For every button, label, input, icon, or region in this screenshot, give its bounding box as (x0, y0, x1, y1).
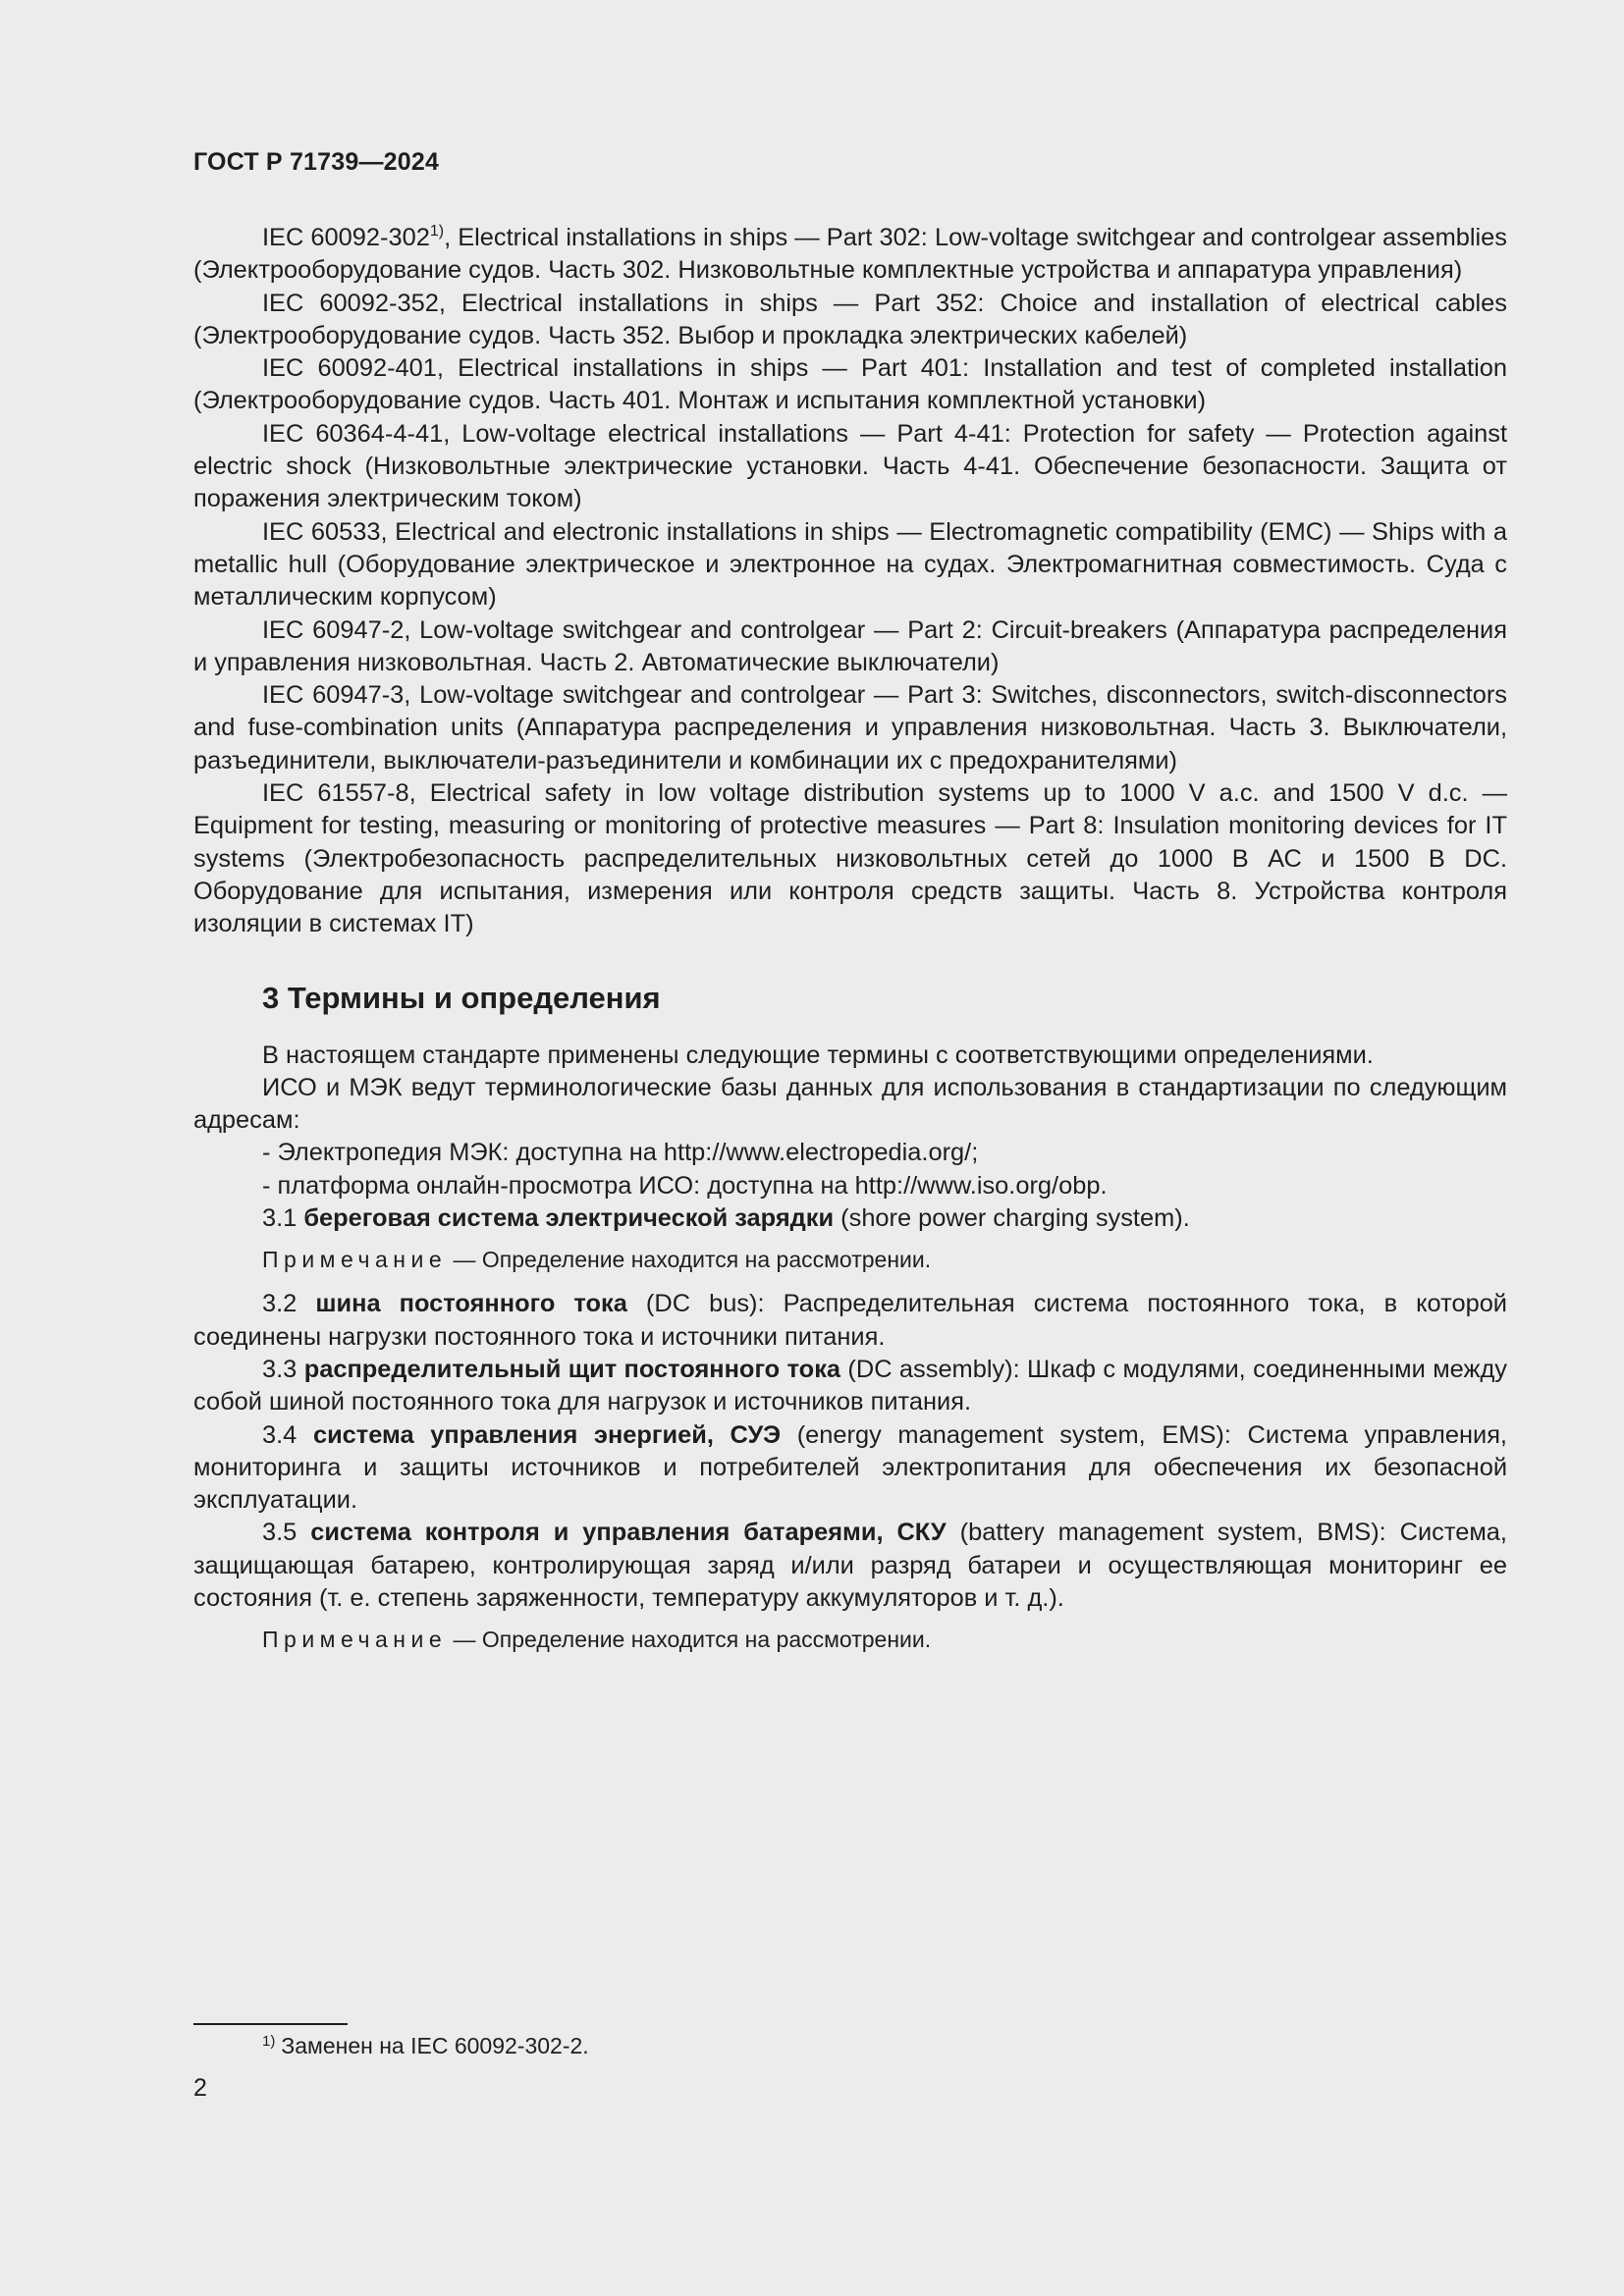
reference-text: , Low-voltage switchgear and controlgear — Part 3: Switches, disconnectors, switch-disconnectors and fuse-combination units (Аппаратура распределения и управления низковольтная. Часть 3. Выключатели, разъединители, выключатели-разъединители и комбинации их с предохранителями) (193, 681, 1507, 774)
reference-item (193, 516, 1507, 614)
section-heading: 3 Термины и определения (262, 980, 661, 1015)
note-label: Примечание (262, 1627, 448, 1653)
reference-code: IEC 61557-8 (262, 779, 409, 808)
note-text: — Определение находится на рассмотрении. (447, 1627, 932, 1653)
note-text: — Определение находится на рассмотрении. (447, 1247, 932, 1273)
term-number: 3.1 (262, 1204, 304, 1233)
term-definition: (DC assembly): Шкаф с модулями, соединенными между собой шиной постоянного тока для нагрузок и источников питания. (193, 1355, 1507, 1416)
page-number: 2 (193, 2074, 207, 2102)
term-entry (193, 1202, 1507, 1235)
reference-code: IEC 60092-352 (262, 289, 439, 317)
reference-text: , Electrical installations in ships — Part 352: Choice and installation of electrical cables (Электрооборудование судов. Часть 352. Выбор и прокладка электрических кабелей) (193, 289, 1507, 349)
note (262, 1245, 1507, 1274)
page-content (193, 222, 1507, 1668)
reference-text: , Low-voltage electrical installations — Part 4-41: Protection for safety — Protection against electric shock (Низковольтные электрические установки. Часть 4-41. Обеспечение безопасности. Защита от поражения электрическим током) (193, 419, 1508, 513)
reference-text: , Electrical safety in low voltage distribution systems up to 1000 V a.c. and 1500 V d.c. — Equipment for testing, measuring or monitoring of protective measures — Part 8: Insulation monitoring devices for IT systems (Электробезопасность распределительных низковольтных сетей до 1000 В АС и 1500 В DC. Оборудование для испытания, измерения или контроля средств защиты. Часть 8. Устройства контроля изоляции в системах IT) (193, 779, 1507, 938)
reference-code: IEC 60947-3 (262, 681, 405, 710)
term-number: 3.3 (262, 1355, 304, 1383)
footnote-mark: 1) (262, 2033, 276, 2050)
reference-code: IEC 60364-4-41 (262, 419, 444, 448)
term-name: система контроля и управления батареями, СКУ (310, 1519, 947, 1547)
term-definition: (battery management system, BMS): Система, защищающая батарею, контролирующая заряд и/или разряд батареи и осуществляющая мониторинг ее состояния (т. е. степень заряженности, температуру аккумуляторов и т. д.). (193, 1519, 1507, 1612)
term-name: система управления энергией, СУЭ (312, 1420, 782, 1449)
term-entry (193, 1517, 1507, 1615)
term-name: шина постоянного тока (315, 1290, 627, 1318)
footnote-separator (193, 2023, 348, 2025)
document-header: ГОСТ Р 71739—2024 (193, 148, 440, 176)
term-definition: (DC bus): Распределительная система постоянного тока, в которой соединены нагрузки постоянного тока и источники питания. (193, 1290, 1507, 1351)
reference-item (193, 352, 1507, 418)
note-label: Примечание (262, 1247, 448, 1273)
reference-item (193, 777, 1507, 940)
reference-code: IEC 60947-2 (262, 615, 405, 644)
reference-code: IEC 60092-302 (262, 224, 430, 251)
reference-text: , Electrical and electronic installations in ships — Electromagnetic compatibility (EMC) — Ships with a metallic hull (Оборудование электрическое и электронное на судах. Электромагнитная совместимость. Суда с металлическим корпусом) (193, 517, 1507, 612)
reference-text: , Low-voltage switchgear and controlgear — Part 2: Circuit-breakers (Аппаратура распределения и управления низковольтная. Часть 2. Автоматические выключатели) (193, 615, 1507, 676)
note (262, 1625, 1507, 1654)
term-definition: (energy management system, EMS): Система управления, мониторинга и защиты источников и потребителей электропитания для обеспечения их безопасной эксплуатации. (193, 1420, 1507, 1515)
reference-item (193, 288, 1507, 353)
term-name: береговая система электрической зарядки (303, 1204, 835, 1233)
term-number: 3.4 (262, 1420, 313, 1449)
term-entry (193, 1354, 1507, 1419)
footnote (262, 2031, 589, 2060)
reference-item (193, 222, 1507, 288)
term-number: 3.5 (262, 1519, 311, 1547)
reference-item (193, 614, 1507, 680)
reference-code: IEC 60533 (262, 517, 381, 546)
term-name: распределительный щит постоянного тока (303, 1355, 841, 1383)
reference-code: IEC 60092-401 (262, 354, 437, 383)
term-number: 3.2 (262, 1290, 316, 1318)
list-item: - платформа онлайн-просмотра ИСО: доступна на http://www.iso.org/obp. (262, 1171, 1108, 1200)
intro-paragraph: ИСО и МЭК ведут терминологические базы данных для использования в стандартизации по следующим адресам: (193, 1073, 1507, 1135)
term-entry (193, 1288, 1507, 1354)
reference-text: , Electrical installations in ships — Part 302: Low-voltage switchgear and controlgear assemblies (Электрооборудование судов. Часть 302. Низковольтные комплектные устройства и аппаратура управления) (193, 224, 1507, 285)
reference-item (193, 418, 1507, 516)
term-entry (193, 1419, 1507, 1518)
list-item: - Электропедия МЭК: доступна на http://www.electropedia.org/; (262, 1139, 979, 1167)
reference-item (193, 679, 1507, 777)
reference-text: , Electrical installations in ships — Part 401: Installation and test of completed installation (Электрооборудование судов. Часть 401. Монтаж и испытания комплектной установки) (193, 354, 1507, 415)
intro-paragraph: В настоящем стандарте применены следующие термины с соответствующими определениями. (262, 1041, 1374, 1069)
footnote-mark: 1) (429, 223, 445, 240)
term-definition: (shore power charging system). (834, 1204, 1190, 1233)
footnote-text: Заменен на IEC 60092-302-2. (281, 2033, 589, 2058)
